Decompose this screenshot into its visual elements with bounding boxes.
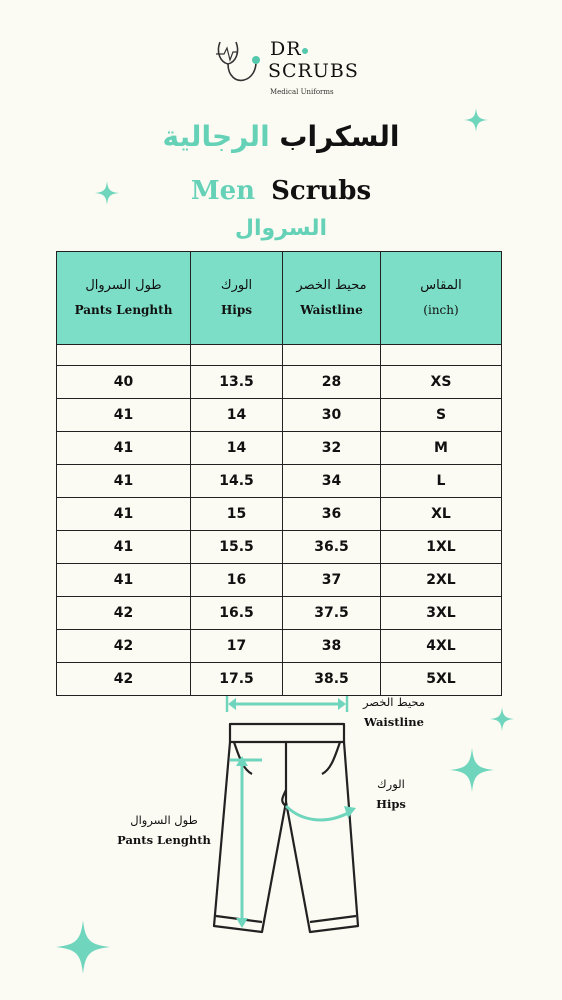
table-cell: 1XL <box>381 531 502 564</box>
sparkle-icon <box>56 920 110 974</box>
table-cell: 36 <box>283 498 381 531</box>
table-cell: 15.5 <box>191 531 283 564</box>
spacer-cell <box>283 345 381 366</box>
table-row <box>57 465 502 498</box>
title-en-accent: Men <box>190 176 256 206</box>
table-cell: 5XL <box>381 663 502 696</box>
table-row <box>57 432 502 465</box>
header-ar: محيط الخصر <box>296 278 367 293</box>
sparkle-icon <box>464 108 488 132</box>
length-label-ar: طول السروال <box>130 813 198 827</box>
table-cell: 36.5 <box>283 531 381 564</box>
table-row <box>57 531 502 564</box>
table-row <box>57 597 502 630</box>
section-title: السروال <box>234 216 328 241</box>
length-label-en: Pants Lenghth <box>117 833 211 847</box>
title-ar-accent: الرجالية <box>162 120 270 153</box>
header-pants-length <box>57 252 191 345</box>
table-cell: 30 <box>283 399 381 432</box>
waist-label-ar: محيط الخصر <box>362 695 426 709</box>
table-cell: 37 <box>283 564 381 597</box>
length-arrow <box>230 756 262 928</box>
table-cell: 42 <box>57 597 191 630</box>
table-row <box>57 498 502 531</box>
header-en: (inch) <box>423 303 459 317</box>
table-cell: 38.5 <box>283 663 381 696</box>
table-cell: M <box>381 432 502 465</box>
sparkle-icon <box>450 748 494 792</box>
table-cell: 17.5 <box>191 663 283 696</box>
header-size <box>381 252 502 345</box>
waist-label <box>344 692 444 732</box>
table-cell: 17 <box>191 630 283 663</box>
hips-label-ar: الورك <box>377 777 405 791</box>
table-cell: 41 <box>57 498 191 531</box>
table-body <box>57 345 502 696</box>
table-cell: 37.5 <box>283 597 381 630</box>
table-cell: 41 <box>57 399 191 432</box>
table-cell: XL <box>381 498 502 531</box>
spacer-cell <box>381 345 502 366</box>
table-cell: 15 <box>191 498 283 531</box>
pants-outline <box>214 724 358 932</box>
header-en: Hips <box>220 303 253 317</box>
page-title-english <box>0 176 562 206</box>
table-cell: 41 <box>57 432 191 465</box>
size-chart-table <box>56 251 502 696</box>
table-cell: 16 <box>191 564 283 597</box>
table-cell: 4XL <box>381 630 502 663</box>
title-en-main: Scrubs <box>271 176 372 206</box>
table-cell: 14 <box>191 432 283 465</box>
table-cell: 14.5 <box>191 465 283 498</box>
table-cell: 14 <box>191 399 283 432</box>
hips-arrow <box>286 806 356 820</box>
brand-name-bottom: SCRUBS <box>268 60 359 82</box>
table-cell: 41 <box>57 531 191 564</box>
header-ar: الورك <box>220 278 253 293</box>
table-header-row <box>57 252 502 345</box>
sparkle-icon <box>95 181 119 205</box>
stethoscope-logo-icon <box>214 38 266 86</box>
table-cell: 34 <box>283 465 381 498</box>
header-waistline <box>283 252 381 345</box>
sparkle-icon <box>490 707 514 731</box>
table-cell: 13.5 <box>191 366 283 399</box>
table-cell: 40 <box>57 366 191 399</box>
waist-label-en: Waistline <box>364 715 424 729</box>
table-cell: 41 <box>57 465 191 498</box>
table-cell: 32 <box>283 432 381 465</box>
header-ar: المقاس <box>420 278 462 293</box>
table-cell: 38 <box>283 630 381 663</box>
table-row <box>57 399 502 432</box>
table-row <box>57 564 502 597</box>
table-cell: XS <box>381 366 502 399</box>
spacer-cell <box>57 345 191 366</box>
table-cell: 42 <box>57 630 191 663</box>
table-row <box>57 366 502 399</box>
brand-name-top: DR <box>270 38 302 60</box>
brand-dot <box>302 48 308 54</box>
hips-label <box>356 774 426 814</box>
header-en: Pants Lenghth <box>74 303 173 317</box>
table-cell: 42 <box>57 663 191 696</box>
length-label <box>106 810 222 850</box>
table-row <box>57 630 502 663</box>
table-spacer-row <box>57 345 502 366</box>
header-ar: طول السروال <box>85 278 162 293</box>
table-cell: L <box>381 465 502 498</box>
table-cell: 16.5 <box>191 597 283 630</box>
table-cell: 2XL <box>381 564 502 597</box>
header-hips <box>191 252 283 345</box>
title-ar-main: السكراب <box>279 120 400 153</box>
hips-label-en: Hips <box>376 797 406 811</box>
table-cell: 28 <box>283 366 381 399</box>
brand-tagline: Medical Uniforms <box>270 88 334 96</box>
spacer-cell <box>191 345 283 366</box>
waist-arrow <box>227 696 347 712</box>
table-cell: 41 <box>57 564 191 597</box>
header-en: Waistline <box>300 303 363 317</box>
table-cell: S <box>381 399 502 432</box>
table-cell: 3XL <box>381 597 502 630</box>
